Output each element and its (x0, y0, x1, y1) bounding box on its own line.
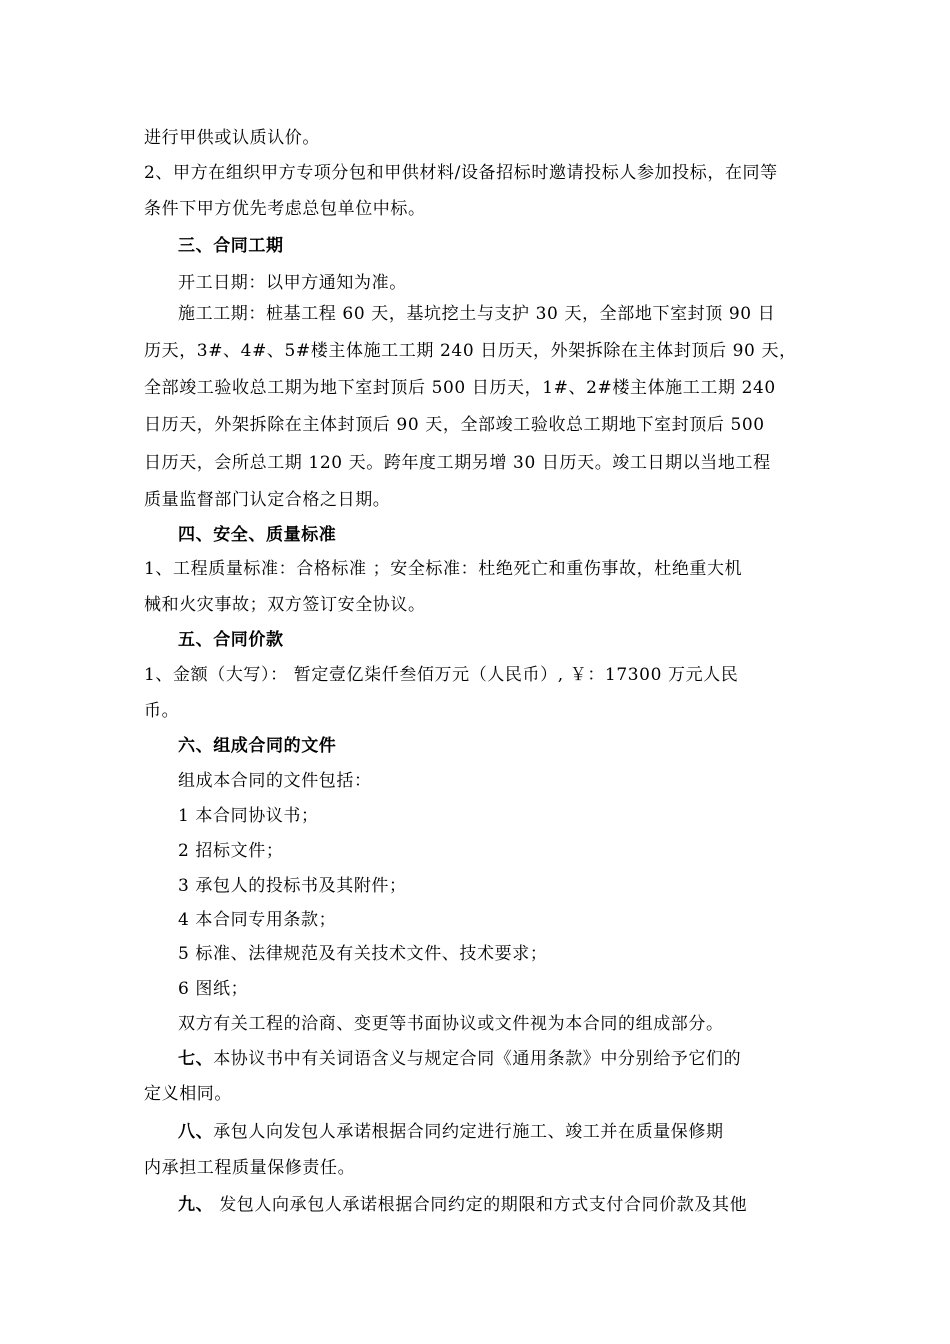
list-item: 2 招标文件； (178, 841, 284, 861)
list-item: 5 标准、法律规范及有关技术文件、技术要求； (178, 944, 548, 964)
text-line: 内承担工程质量保修责任。 (144, 1158, 356, 1178)
list-item: 3 承包人的投标书及其附件； (178, 876, 407, 896)
text-line: 条件下甲方优先考虑总包单位中标。 (144, 199, 426, 219)
text-line: 开工日期：以甲方通知为准。 (178, 273, 407, 293)
text-line: 历天，3#、4#、5#楼主体施工工期 240 日历天，外架拆除在主体封顶后 90 天， (144, 341, 797, 361)
clause-text: 发包人向承包人承诺根据合同约定的期限和方式支付合同价款及其他 (213, 1195, 748, 1215)
clause-text: 承包人向发包人承诺根据合同约定进行施工、竣工并在质量保修期 (213, 1122, 724, 1142)
text-line: 日历天，外架拆除在主体封顶后 90 天，全部竣工验收总工期地下室封顶后 500 (144, 415, 765, 435)
text-line: 质量监督部门认定合格之日期。 (144, 490, 391, 510)
list-item: 6 图纸； (178, 979, 249, 999)
section-heading: 六、组成合同的文件 (178, 736, 337, 756)
text-line: 日历天，会所总工期 120 天。跨年度工期另增 30 日历天。竣工日期以当地工程 (144, 453, 771, 473)
clause-label: 七、 (178, 1049, 214, 1069)
clause-text: 本协议书中有关词语含义与规定合同《通用条款》中分别给予它们的 (213, 1049, 742, 1069)
text-line: 币。 (144, 701, 180, 721)
text-line: 进行甲供或认质认价。 (144, 128, 320, 148)
text-line: 2、甲方在组织甲方专项分包和甲供材料/设备招标时邀请投标人参加投标，在同等 (144, 163, 778, 183)
clause-eight (178, 1121, 724, 1143)
text-line: 定义相同。 (144, 1084, 232, 1104)
text-line: 组成本合同的文件包括： (178, 771, 372, 791)
list-item: 4 本合同专用条款； (178, 910, 337, 930)
text-line: 双方有关工程的洽商、变更等书面协议或文件视为本合同的组成部分。 (178, 1014, 724, 1034)
text-line: 1、工程质量标准：合格标准 ；安全标准：杜绝死亡和重伤事故，杜绝重大机 (144, 559, 743, 579)
section-heading: 五、合同价款 (178, 630, 284, 650)
clause-seven (178, 1048, 741, 1070)
text-line: 施工工期：桩基工程 60 天，基坑挖土与支护 30 天，全部地下室封顶 90 日 (178, 304, 776, 324)
text-line: 械和火灾事故；双方签订安全协议。 (144, 595, 426, 615)
text-line: 1、金额（大写）： 暂定壹亿柒仟叁佰万元（人民币）, ￥：17300 万元人民 (144, 665, 739, 685)
text-line: 全部竣工验收总工期为地下室封顶后 500 日历天，1#、2#楼主体施工工期 240 (144, 378, 776, 398)
clause-label: 九、 (178, 1195, 214, 1215)
clause-nine (178, 1194, 747, 1216)
section-heading: 四、安全、质量标准 (178, 525, 337, 545)
clause-label: 八、 (178, 1122, 214, 1142)
list-item: 1 本合同协议书； (178, 806, 319, 826)
section-heading: 三、合同工期 (178, 236, 284, 256)
